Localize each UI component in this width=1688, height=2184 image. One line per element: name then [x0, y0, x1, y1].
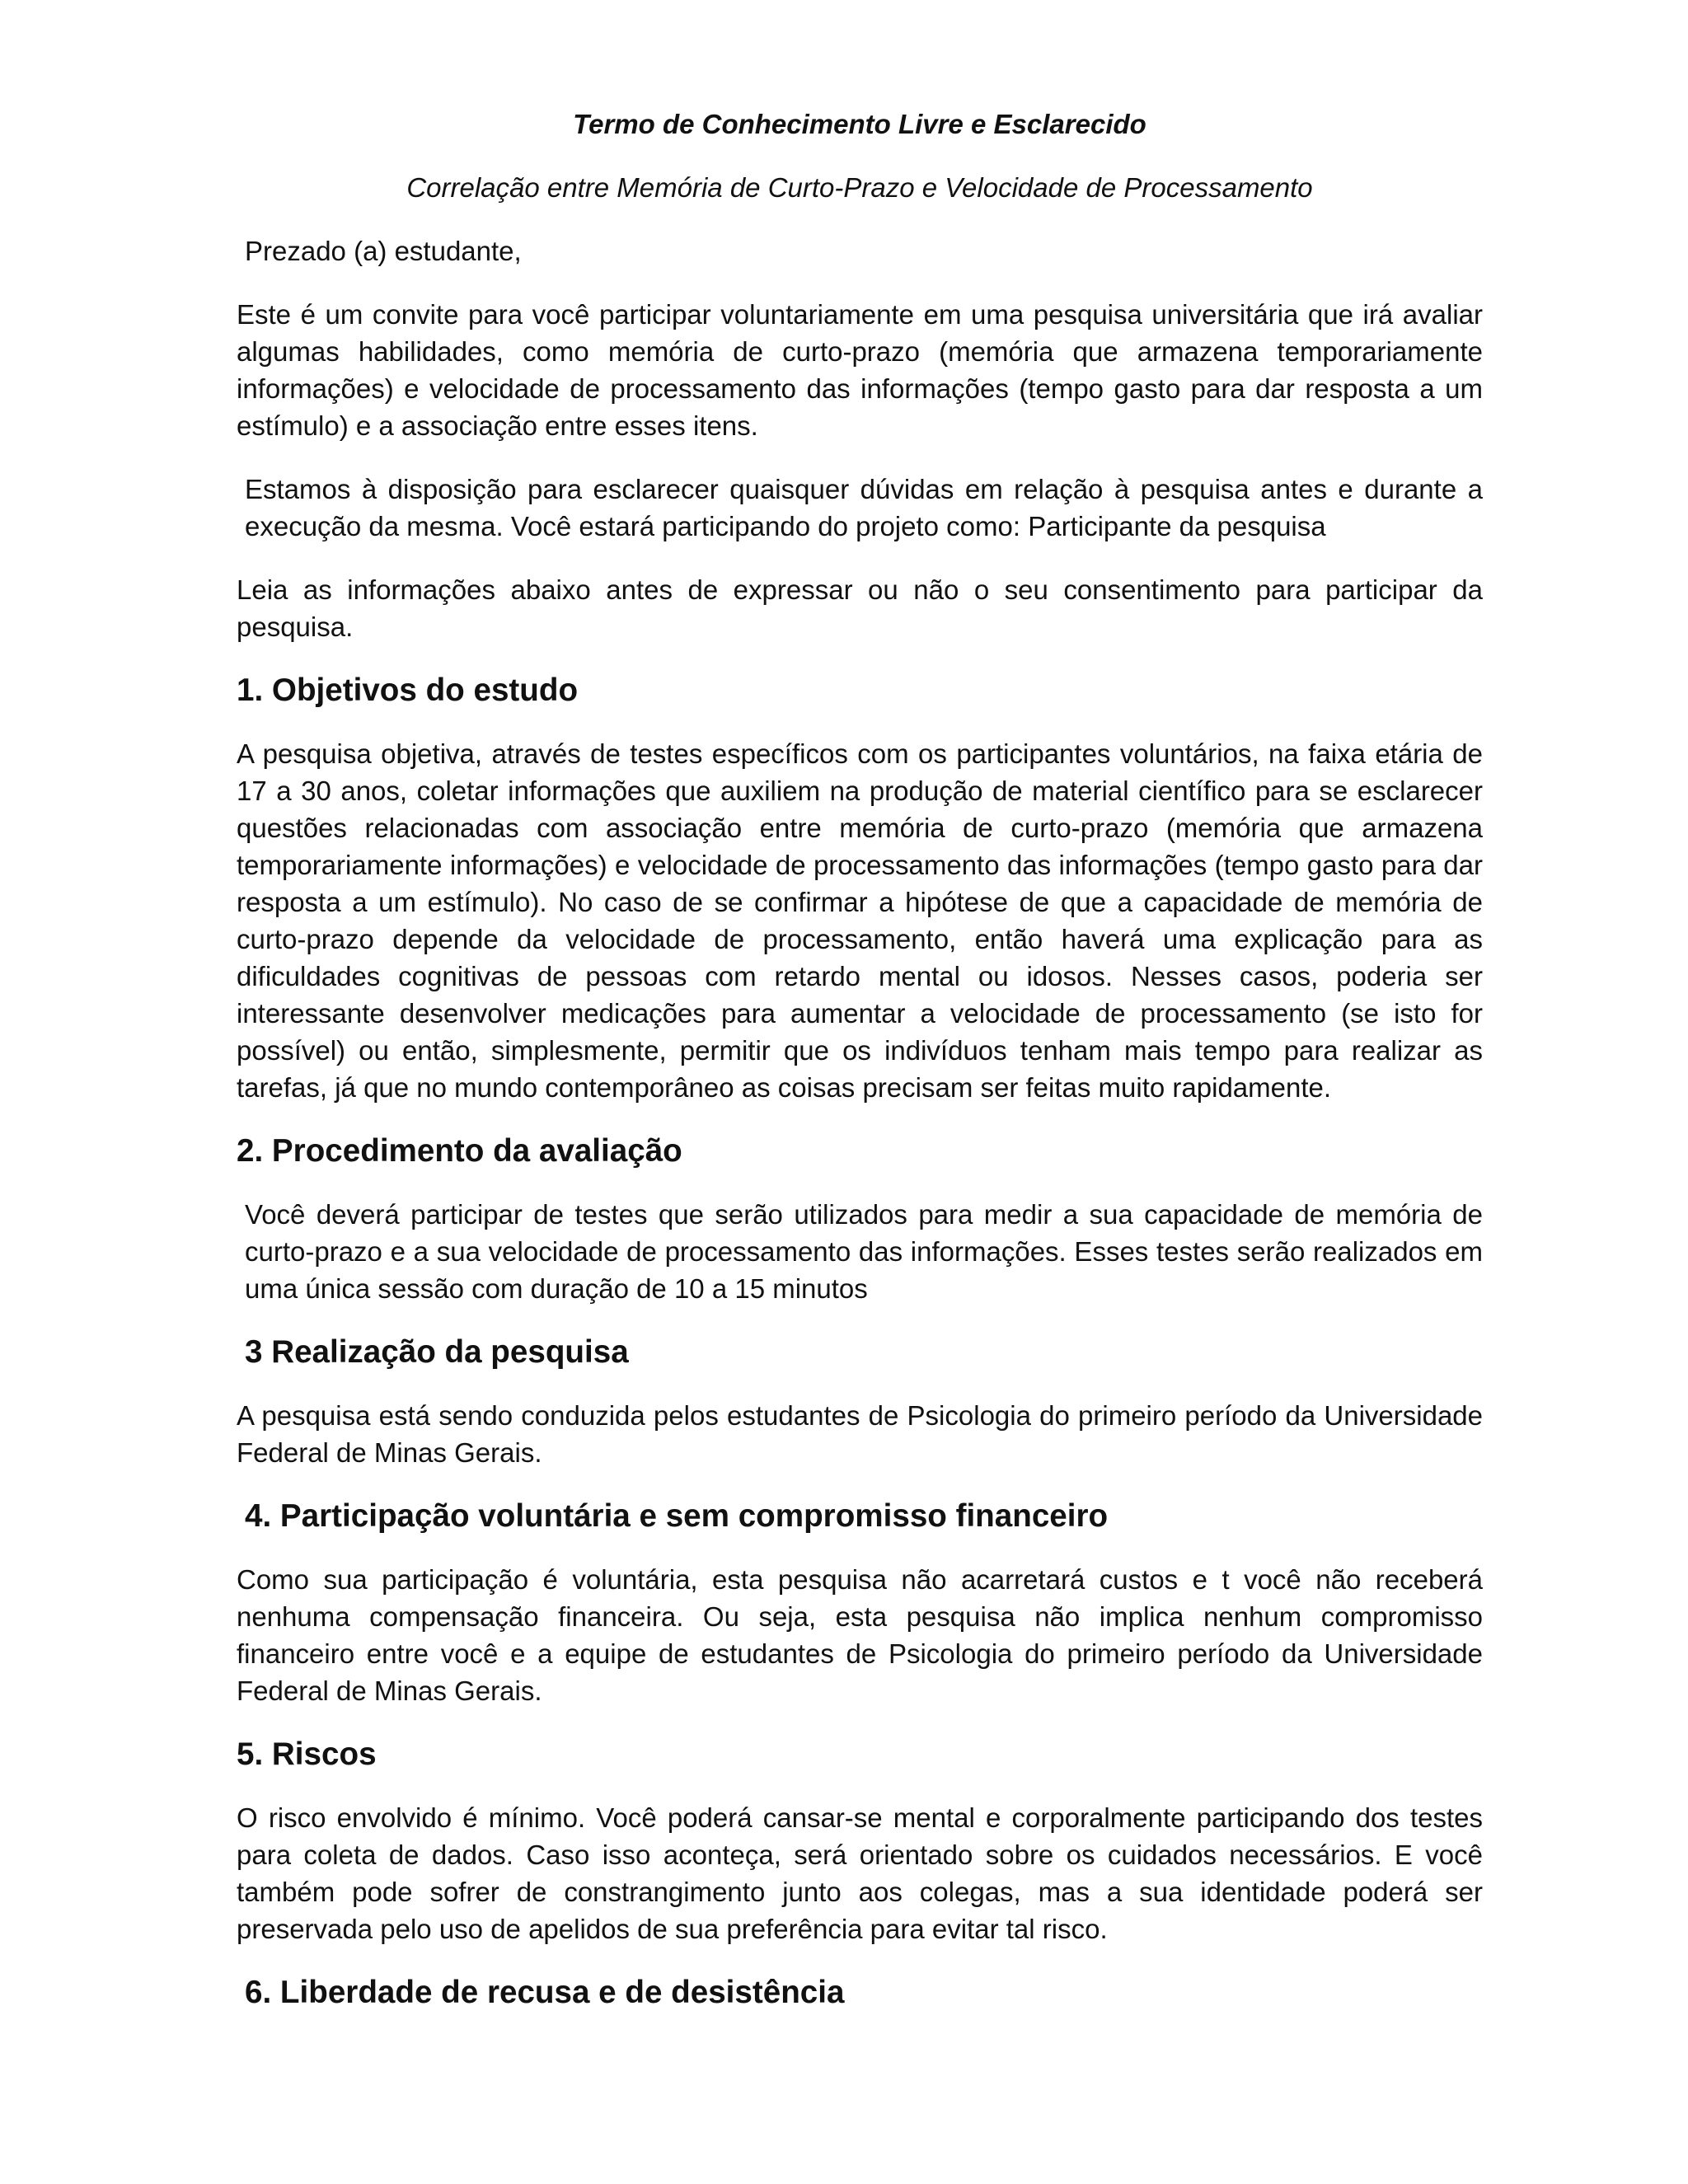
- section-heading-liberdade: 6. Liberdade de recusa e de desistência: [245, 1975, 845, 2010]
- section-body-riscos: O risco envolvido é mínimo. Você poderá cansar-se mental e corporalmente participando dos testes para coleta de dados. Caso isso aconteça, será orientado sobre os cuidados necessários. E você também pode sofrer de constrangimento junto aos colegas, mas a sua identidade poderá ser preservada pelo uso de apelidos de sua preferência para evitar tal risco.: [237, 1802, 1483, 1944]
- intro-paragraph-3: Leia as informações abaixo antes de expressar ou não o seu consentimento para participar da pesquisa.: [237, 574, 1483, 642]
- section-heading-participacao: 4. Participação voluntária e sem compromisso financeiro: [245, 1498, 1109, 1534]
- section-body-realizacao: A pesquisa está sendo conduzida pelos estudantes de Psicologia do primeiro período da Universidade Federal de Minas Gerais.: [237, 1400, 1483, 1468]
- section-body-objetivos: A pesquisa objetiva, através de testes específicos com os participantes voluntários, na faixa etária de 17 a 30 anos, coletar informações que auxiliem na produção de material científico para se esclarecer questões relacionadas com associação entre memória de curto-prazo (memória que armazena temporariamente informações) e velocidade de processamento das informações (tempo gasto para dar resposta a um estímulo). No caso de se confirmar a hipótese de que a capacidade de memória de curto-prazo depende da velocidade de processamento, então haverá uma explicação para as dificuldades cognitivas de pessoas com retardo mental ou idosos. Nesses casos, poderia ser interessante desenvolver medicações para aumentar a velocidade de processamento (se isto for possível) ou então, simplesmente, permitir que os indivíduos tenham mais tempo para realizar as tarefas, já que no mundo contemporâneo as coisas precisam ser feitas muito rapidamente.: [237, 738, 1483, 1103]
- greeting: Prezado (a) estudante,: [245, 236, 522, 266]
- section-heading-procedimento: 2. Procedimento da avaliação: [237, 1133, 682, 1169]
- section-body-procedimento: Você deverá participar de testes que serão utilizados para medir a sua capacidade de memória de curto-prazo e a sua velocidade de processamento das informações. Esses testes serão realizados em uma única sessão com duração de 10 a 15 minutos: [245, 1199, 1483, 1304]
- document-page: [237, 105, 1483, 2037]
- document-title: Termo de Conhecimento Livre e Esclarecido: [573, 109, 1146, 139]
- section-heading-objetivos: 1. Objetivos do estudo: [237, 673, 579, 708]
- section-heading-realizacao: 3 Realização da pesquisa: [245, 1334, 629, 1370]
- section-heading-riscos: 5. Riscos: [237, 1736, 377, 1772]
- intro-paragraph-1: Este é um convite para você participar voluntariamente em uma pesquisa universitária que irá avaliar algumas habilidades, como memória de curto-prazo (memória que armazena temporariamente informações) e velocidade de processamento das informações (tempo gasto para dar resposta a um estímulo) e a associação entre esses itens.: [237, 299, 1483, 441]
- document-subtitle: Correlação entre Memória de Curto-Prazo e Velocidade de Processamento: [406, 172, 1313, 203]
- section-body-participacao: Como sua participação é voluntária, esta pesquisa não acarretará custos e t você não receberá nenhuma compensação financeira. Ou seja, esta pesquisa não implica nenhum compromisso financeiro entre você e a equipe de estudantes de Psicologia do primeiro período da Universidade Federal de Minas Gerais.: [237, 1564, 1483, 1706]
- intro-paragraph-2: Estamos à disposição para esclarecer quaisquer dúvidas em relação à pesquisa antes e durante a execução da mesma. Você estará participando do projeto como: Participante da pesquisa: [245, 474, 1483, 541]
